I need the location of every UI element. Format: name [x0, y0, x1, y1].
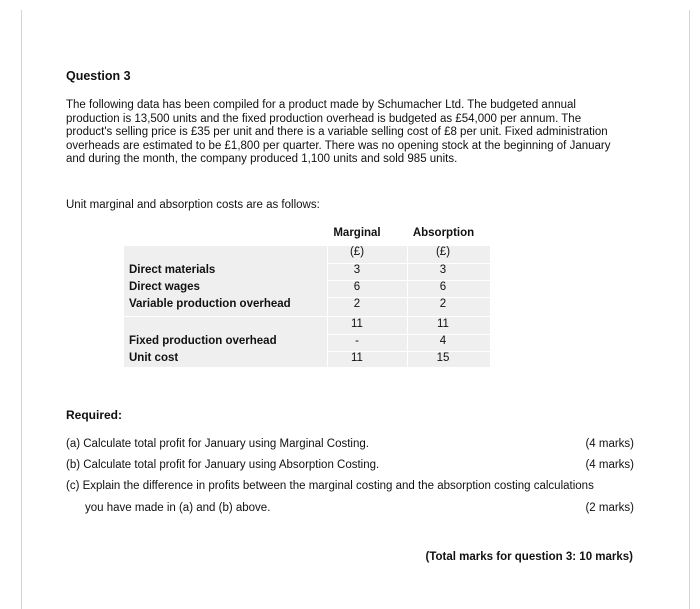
table-intro: Unit marginal and absorption costs are as follows:: [66, 199, 320, 211]
cell-marginal: 6: [353, 281, 361, 293]
cell-absorption: 2: [439, 298, 447, 310]
required-heading: Required:: [66, 408, 123, 422]
cell-absorption: 6: [439, 281, 447, 293]
cell-absorption: 15: [436, 352, 450, 364]
question-paragraph: The following data has been compiled for a product made by Schumacher Ltd. The budgeted annual production is 13,500 units and the fixed production overhead is budgeted as £54,000 per annum. The product's selling price is £35 per unit and there is a variable selling cost of £8 per unit. Fixed administration overheads are estimated to be £1,800 per quarter. There was no opening stock at the beginning of January and during the month, the company produced 1,100 units and sold 985 units.: [66, 99, 611, 165]
table-divider: [327, 246, 328, 367]
total-marks: (Total marks for question 3: 10 marks): [425, 551, 633, 563]
cell-absorption: 4: [439, 335, 447, 347]
item-text: (c) Explain the difference in profits between the marginal costing and the absorption costing calculations: [66, 480, 594, 492]
item-text: (b) Calculate total profit for January using Absorption Costing.: [66, 459, 380, 471]
item-marks: (4 marks): [585, 438, 634, 450]
cell-absorption: 3: [439, 264, 447, 276]
item-text: you have made in (a) and (b) above.: [85, 502, 271, 514]
column-header-marginal: Marginal: [333, 227, 381, 239]
cell-marginal-subtotal: 11: [351, 318, 363, 330]
cell-marginal: 2: [353, 298, 361, 310]
cell-marginal: 3: [353, 264, 361, 276]
unit-marginal: (£): [349, 246, 365, 258]
unit-absorption: (£): [435, 246, 451, 258]
column-header-absorption: Absorption: [412, 227, 475, 239]
item-text: (a) Calculate total profit for January using Marginal Costing.: [66, 438, 369, 450]
item-marks: (4 marks): [585, 459, 634, 471]
row-label: Direct materials: [129, 264, 216, 276]
cell-marginal: -: [355, 335, 359, 347]
cost-table: [124, 227, 490, 367]
item-marks: (2 marks): [585, 502, 634, 514]
cell-absorption-subtotal: 11: [437, 318, 449, 330]
table-divider: [407, 246, 408, 367]
row-label: Unit cost: [129, 352, 179, 364]
row-label: Direct wages: [129, 281, 200, 293]
row-label: Fixed production overhead: [129, 335, 277, 347]
question-title: Question 3: [66, 69, 131, 83]
row-label: Variable production overhead: [129, 298, 291, 310]
cell-marginal: 11: [351, 352, 363, 364]
